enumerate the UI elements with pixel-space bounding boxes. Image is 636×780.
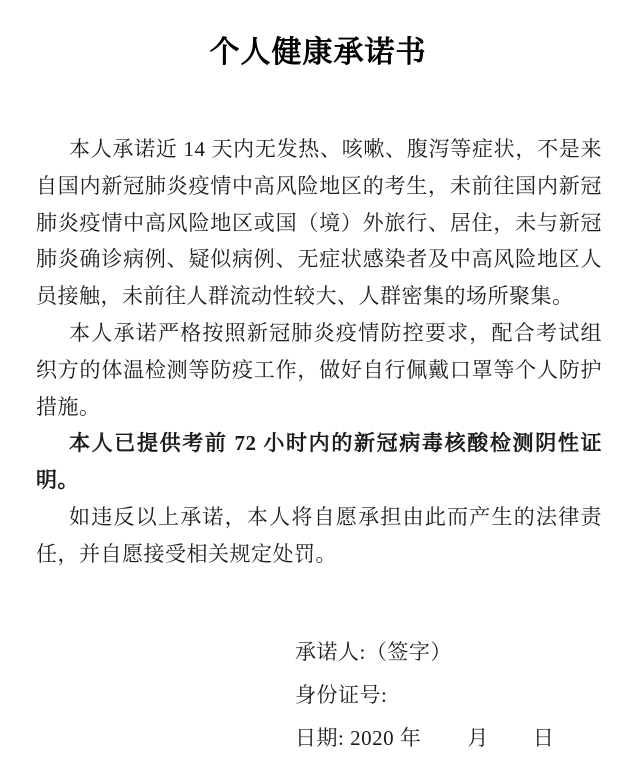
paragraph-legal-responsibility: 如违反以上承诺，本人将自愿承担由此而产生的法律责任，并自愿接受相关规定处罚。 <box>36 504 602 566</box>
paragraph-epidemic-compliance: 本人承诺严格按照新冠肺炎疫情防控要求，配合考试组织方的体温检测等防疫工作，做好自行佩戴口罩等个人防护措施。 <box>36 320 602 419</box>
paragraph-symptoms-and-travel: 本人承诺近 14 天内无发热、咳嗽、腹泻等症状，不是来自国内新冠肺炎疫情中高风险地区的考生，未前往国内新冠肺炎疫情中高风险地区或国（境）外旅行、居住，未与新冠肺炎确诊病例、疑似病例、无症状感染者及中高风险地区人员接触，未前往人群流动性较大、人群密集的场所聚集。 <box>36 137 602 309</box>
date-day-label: 日 <box>532 725 555 750</box>
signer-line: 承诺人:（签字） <box>295 639 452 664</box>
date-month-label: 月 <box>467 725 489 750</box>
date-year-label: 日期: 2020 年 <box>295 725 422 750</box>
date-line <box>295 717 636 760</box>
document-body <box>36 131 602 573</box>
id-number-line: 身份证号: <box>295 682 388 707</box>
document-title: 个人健康承诺书 <box>209 36 427 69</box>
paragraph-nucleic-acid-test: 本人已提供考前 72 小时内的新冠病毒核酸检测阴性证明。 <box>36 431 602 493</box>
signature-block <box>295 631 636 760</box>
